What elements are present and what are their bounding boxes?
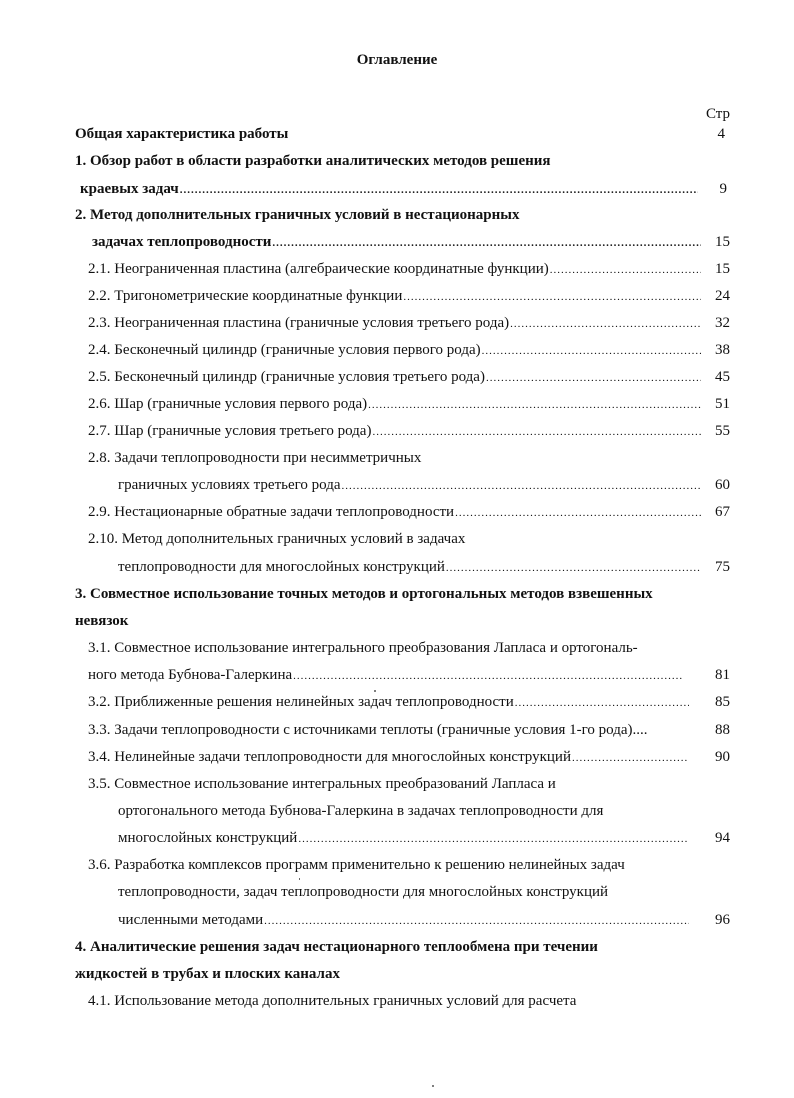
toc-page-s2-6: 51 <box>715 396 730 412</box>
toc-page-s2-7: 55 <box>715 423 730 439</box>
toc-entry-ch4-line1: 4. Аналитические решения задач нестационарного теплообмена при течении <box>75 939 598 955</box>
toc-entry-s2-2-text: 2.2. Тригонометрические координатные функции <box>88 288 403 304</box>
leader-dots <box>342 477 701 495</box>
toc-entry-s3-6-line3 <box>118 911 692 930</box>
toc-page-s3-1: 81 <box>715 667 730 683</box>
toc-entry-ch4-line2: жидкостей в трубах и плоских каналах <box>75 966 340 982</box>
toc-entry-s3-5-line1: 3.5. Совместное использование интегральных преобразований Лапласа и <box>88 776 556 792</box>
toc-page-s3-3: 88 <box>715 722 730 738</box>
toc-entry-s2-1 <box>88 260 704 279</box>
scan-speck <box>374 690 376 692</box>
toc-entry-ch3-line1: 3. Совместное использование точных методов и ортогональных методов взвешенных <box>75 586 653 602</box>
toc-entry-s3-6-line1: 3.6. Разработка комплексов программ применительно к решению нелинейных задач <box>88 857 625 873</box>
leader-dots <box>446 559 701 577</box>
leader-dots <box>515 694 689 712</box>
toc-page-s3-6: 96 <box>715 912 730 928</box>
toc-entry-s2-9 <box>88 503 704 522</box>
toc-entry-ch2-line2 <box>92 233 704 252</box>
toc-page-s2-8: 60 <box>715 477 730 493</box>
toc-entry-s2-9-text: 2.9. Нестационарные обратные задачи теплопроводности <box>88 504 455 520</box>
leader-dots <box>572 749 689 767</box>
toc-entry-s3-2-text: 3.2. Приближенные решения нелинейных задач теплопроводности <box>88 694 514 710</box>
toc-entry-s2-6 <box>88 395 704 414</box>
toc-page-s2-10: 75 <box>715 559 730 575</box>
toc-entry-s3-5-line3 <box>118 829 692 848</box>
toc-entry-s2-5-text: 2.5. Бесконечный цилиндр (граничные условия третьего рода) <box>88 369 485 385</box>
toc-page-s2-2: 24 <box>715 288 730 304</box>
leader-dots <box>455 504 701 522</box>
toc-entry-ch1-line1: 1. Обзор работ в области разработки аналитических методов решения <box>75 153 551 169</box>
toc-entry-s3-6-text: численными методами <box>118 912 264 928</box>
leader-dots <box>180 181 698 199</box>
toc-entry-ch2-text: задачах теплопроводности <box>92 234 272 250</box>
toc-entry-s2-5 <box>88 368 704 387</box>
scan-speck <box>299 878 300 880</box>
toc-entry-s2-3-text: 2.3. Неограниченная пластина (граничные условия третьего рода) <box>88 315 510 331</box>
toc-entry-s3-5-line2: ортогонального метода Бубнова-Галеркина в задачах теплопроводности для <box>118 803 604 819</box>
toc-entry-s3-6-line2: теплопроводности, задач теплопроводности для многослойных конструкций <box>118 884 609 900</box>
toc-entry-s2-10-text: теплопроводности для многослойных конструкций <box>118 559 445 575</box>
toc-entry-s2-6-text: 2.6. Шар (граничные условия первого рода) <box>88 396 368 412</box>
toc-entry-ch3-line2: невязок <box>75 613 129 629</box>
toc-page-s2-1: 15 <box>715 261 730 277</box>
toc-entry-s3-2 <box>88 693 692 712</box>
toc-entry-s4-1-line1: 4.1. Использование метода дополнительных граничных условий для расчета <box>88 993 577 1009</box>
toc-entry-ch1-line2 <box>80 180 701 199</box>
toc-page-s2-9: 67 <box>715 504 730 520</box>
toc-entry-s2-3 <box>88 314 704 333</box>
leader-dots <box>550 261 701 279</box>
toc-entry-s2-7 <box>88 422 704 441</box>
toc-entry-s2-8-line1: 2.8. Задачи теплопроводности при несимметричных <box>88 450 422 466</box>
leader-dots <box>298 830 689 848</box>
page-title: Оглавление <box>356 52 438 68</box>
leader-dots <box>372 423 701 441</box>
leader-dots <box>403 288 701 306</box>
toc-entry-s3-1-line1: 3.1. Совместное использование интегрального преобразования Лапласа и ортогональ- <box>88 640 638 656</box>
toc-entry-s2-10-line2 <box>118 558 704 577</box>
toc-entry-ch1-text: краевых задач <box>80 181 179 197</box>
toc-entry-s2-8-line2 <box>118 476 704 495</box>
leader-dots <box>482 342 701 360</box>
toc-page-s3-4: 90 <box>715 749 730 765</box>
toc-page-s2-5: 45 <box>715 369 730 385</box>
toc-page-general: 4 <box>717 126 725 142</box>
leader-dots <box>510 315 701 333</box>
toc-entry-s3-1-text: ного метода Бубнова-Галеркина <box>88 667 293 683</box>
toc-entry-general: Общая характеристика работы <box>75 126 289 142</box>
toc-entry-s2-8-text: граничных условиях третьего рода <box>118 477 341 493</box>
toc-page-s3-2: 85 <box>715 694 730 710</box>
toc-page-ch1: 9 <box>719 181 727 197</box>
toc-entry-s3-3: 3.3. Задачи теплопроводности с источниками теплоты (граничные условия 1-го рода).... <box>88 722 648 738</box>
leader-dots <box>368 396 701 414</box>
toc-entry-s2-4-text: 2.4. Бесконечный цилиндр (граничные условия первого рода) <box>88 342 481 358</box>
toc-page-s2-4: 38 <box>715 342 730 358</box>
page-column-header: Стр <box>706 106 731 122</box>
toc-entry-s3-1-line2 <box>88 666 686 685</box>
toc-entry-s3-4-text: 3.4. Нелинейные задачи теплопроводности для многослойных конструкций <box>88 749 571 765</box>
toc-page-s2-3: 32 <box>715 315 730 331</box>
leader-dots <box>293 667 683 685</box>
leader-dots <box>264 912 689 930</box>
leader-dots <box>272 234 701 252</box>
toc-entry-s2-10-line1: 2.10. Метод дополнительных граничных условий в задачах <box>88 531 466 547</box>
toc-entry-s2-2 <box>88 287 704 306</box>
leader-dots <box>486 369 701 387</box>
toc-entry-s3-4 <box>88 748 692 767</box>
toc-entry-s3-5-text: многослойных конструкций <box>118 830 298 846</box>
toc-entry-ch2-line1: 2. Метод дополнительных граничных условий в нестационарных <box>75 207 520 223</box>
toc-entry-s2-7-text: 2.7. Шар (граничные условия третьего рода) <box>88 423 372 439</box>
toc-page-s3-5: 94 <box>715 830 730 846</box>
toc-page-ch2: 15 <box>715 234 730 250</box>
scan-speck <box>432 1085 434 1087</box>
toc-entry-s2-1-text: 2.1. Неограниченная пластина (алгебраические координатные функции) <box>88 261 549 277</box>
toc-entry-s2-4 <box>88 341 704 360</box>
